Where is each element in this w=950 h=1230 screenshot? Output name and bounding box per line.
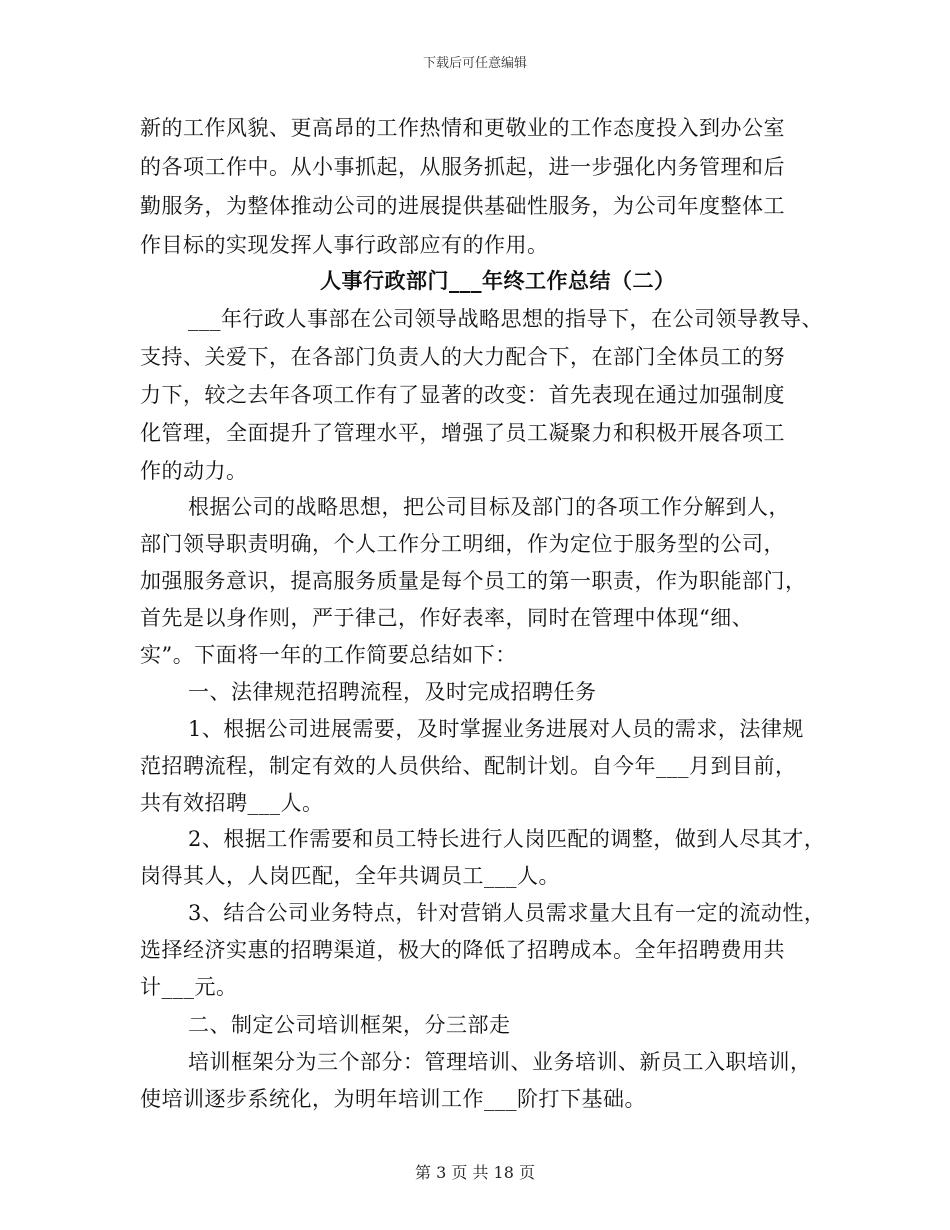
paragraph-line: 部门领导职责明确，个人工作分工明细，作为定位于服务型的公司， xyxy=(140,532,785,556)
page-number: 第 3 页 共 18 页 xyxy=(415,1163,535,1182)
paragraph-line: 实”。下面将一年的工作简要总结如下： xyxy=(140,643,517,667)
paragraph-line: 的各项工作中。从小事抓起，从服务抓起，进一步强化内务管理和后 xyxy=(140,155,785,179)
paragraph-line: ___年行政人事部在公司领导战略思想的指导下，在公司领导教导、 xyxy=(188,307,823,331)
paragraph-line: 计___元。 xyxy=(140,975,238,999)
paragraph-line: 勤服务，为整体推动公司的进展提供基础性服务，为公司年度整体工 xyxy=(140,194,785,218)
paragraph-line: 作目标的实现发挥人事行政部应有的作用。 xyxy=(140,233,549,257)
paragraph-line: 新的工作风貌、更高昂的工作热情和更敬业的工作态度投入到办公室 xyxy=(140,116,785,140)
paragraph-line: 加强服务意识，提高服务质量是每个员工的第一职责，作为职能部门， xyxy=(140,569,807,593)
paragraph-line: 岗得其人，人岗匹配，全年共调员工___人。 xyxy=(140,864,560,888)
paragraph-line: 范招聘流程，制定有效的人员供给、配制计划。自今年___月到目前， xyxy=(140,754,797,778)
paragraph-line: 2、根据工作需要和员工特长进行人岗匹配的调整，做到人尽其才， xyxy=(188,827,826,851)
paragraph-line: 共有效招聘___人。 xyxy=(140,791,324,815)
paragraph-line: 支持、关爱下，在各部门负责人的大力配合下，在部门全体员工的努 xyxy=(140,345,785,369)
section-heading: 一、法律规范招聘流程，及时完成招聘任务 xyxy=(188,680,597,704)
paragraph-line: 首先是以身作则，严于律己，作好表率，同时在管理中体现“细、 xyxy=(140,606,754,630)
paragraph-line: 力下，较之去年各项工作有了显著的改变：首先表现在通过加强制度 xyxy=(140,383,785,407)
paragraph-line: 1、根据公司进展需要，及时掌握业务进展对人员的需求，法律规 xyxy=(188,717,804,741)
paragraph-line: 使培训逐步系统化，为明年培训工作___阶打下基础。 xyxy=(140,1087,646,1111)
section-title: 人事行政部门___年终工作总结（二） xyxy=(320,268,676,293)
section-heading: 二、制定公司培训框架，分三部走 xyxy=(188,1013,511,1037)
paragraph-line: 3、结合公司业务特点，针对营销人员需求量大且有一定的流动性， xyxy=(188,901,826,925)
paragraph-line: 作的动力。 xyxy=(140,459,248,483)
paragraph-line: 培训框架分为三个部分：管理培训、业务培训、新员工入职培训， xyxy=(188,1050,812,1074)
page-header-note: 下载后可任意编辑 xyxy=(422,56,527,71)
paragraph-line: 选择经济实惠的招聘渠道，极大的降低了招聘成本。全年招聘费用共 xyxy=(140,938,785,962)
paragraph-line: 化管理，全面提升了管理水平，增强了员工凝聚力和积极开展各项工 xyxy=(140,421,785,445)
paragraph-line: 根据公司的战略思想，把公司目标及部门的各项工作分解到人， xyxy=(188,495,790,519)
